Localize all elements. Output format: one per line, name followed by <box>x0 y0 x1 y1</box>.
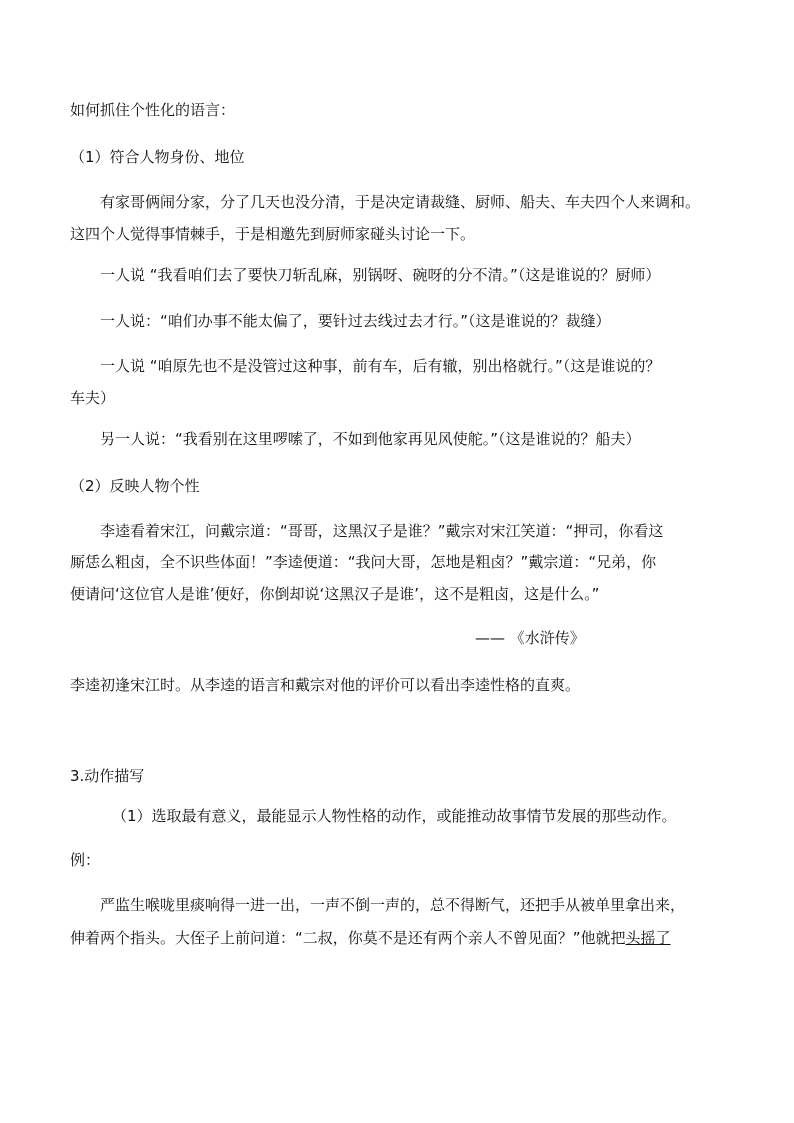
paragraph-6-line-2: 厮恁么粗卤，全不识些体面！”李逵便道：“我问大哥，怎地是粗卤？”戴宗道：“兄弟，你 <box>70 553 657 571</box>
paragraph-10-line-2 <box>70 928 724 948</box>
paragraph-1-line-2: 这四个人觉得事情棘手，于是相邀先到厨师家碰头讨论一下。 <box>70 225 476 243</box>
source-attribution: —— 《水浒传》 <box>475 629 585 647</box>
paragraph-9: 例： <box>70 851 101 869</box>
paragraph-8: （1）选取最有意义，最能显示人物性格的动作，或能推动故事情节发展的那些动作。 <box>112 807 677 825</box>
underlined-text: 头摇了 <box>625 929 671 947</box>
paragraph-5: 另一人说：“我看别在这里啰嗦了，不如到他家再见风使舵。”（这是谁说的？船夫） <box>100 430 641 448</box>
subsection-title-3: 3.动作描写 <box>70 767 145 785</box>
paragraph-6-line-1: 李逵看着宋江，问戴宗道：“哥哥，这黑汉子是谁？”戴宗对宋江笑道：“押司，你看这 <box>100 522 664 540</box>
subsection-title-1: （1）符合人物身份、地位 <box>70 148 245 166</box>
paragraph-7: 李逵初逢宋江时。从李逵的语言和戴宗对他的评价可以看出李逵性格的直爽。 <box>70 676 581 694</box>
paragraph-6-line-3: 便请问‘这位官人是谁’便好，你倒却说‘这黑汉子是谁’，这不是粗卤，这是什么。” <box>70 585 600 603</box>
paragraph-10-line-1: 严监生喉咙里痰响得一进一出，一声不倒一声的，总不得断气，还把手从被单里拿出来， <box>100 896 686 914</box>
paragraph-3: 一人说：“咱们办事不能太偏了，要针过去线过去才行。”（这是谁说的？裁缝） <box>100 312 611 330</box>
paragraph-4-line-1: 一人说 “咱原先也不是没管过这种事，前有车，后有辙，别出格就行。”（这是谁说的？ <box>100 357 661 375</box>
paragraph-2: 一人说 “我看咱们去了要快刀斩乱麻，别锅呀、碗呀的分不清。”（这是谁说的？厨师） <box>100 266 661 284</box>
section-heading: 如何抓住个性化的语言： <box>70 101 236 119</box>
subsection-title-2: （2）反映人物个性 <box>70 477 200 495</box>
paragraph-4-line-2: 车夫） <box>70 389 116 407</box>
paragraph-10-line-2-text: 伸着两个指头。大侄子上前问道：“二叔，你莫不是还有两个亲人不曾见面？”他就把 <box>70 929 626 947</box>
paragraph-1-line-1: 有家哥俩闹分家，分了几天也没分清，于是决定请裁缝、厨师、船夫、车夫四个人来调和。 <box>100 193 701 211</box>
